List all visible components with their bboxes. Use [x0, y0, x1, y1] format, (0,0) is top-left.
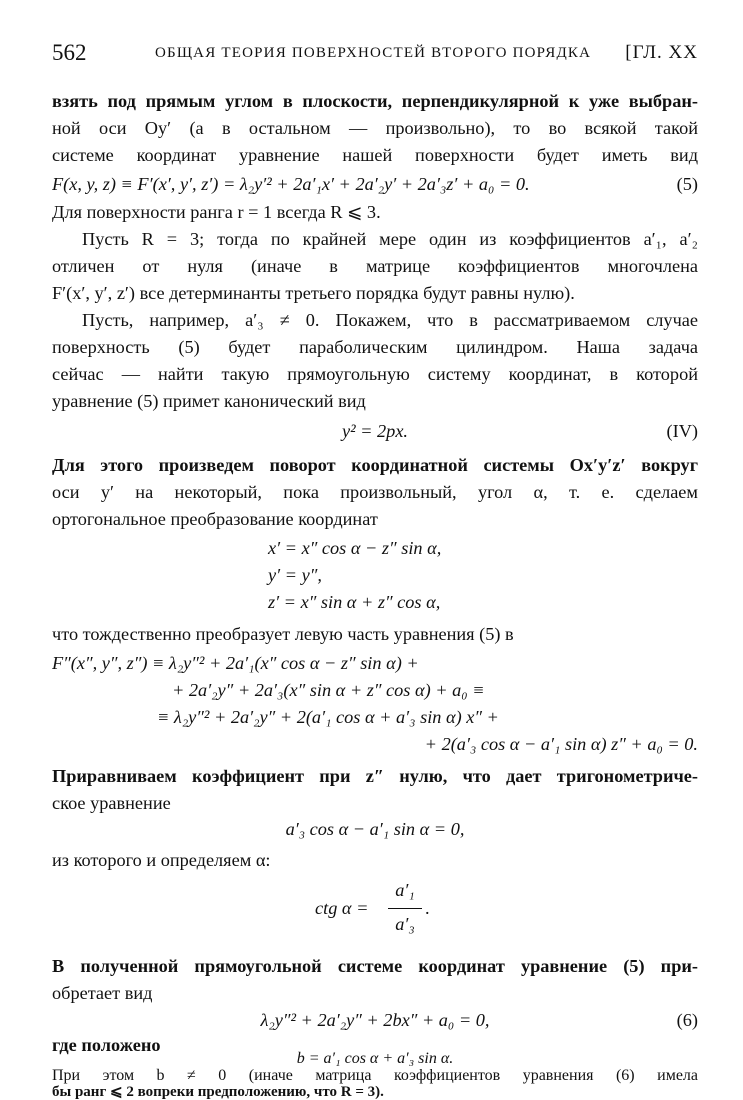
equation-body: y² = 2px. [341, 421, 409, 441]
text-line: Для поверхности ранга r = 1 всегда R ⩽ 3. [52, 202, 381, 222]
equation-number: (IV) [666, 421, 698, 441]
text-line: При этом b ≠ 0 (иначе матрица коэффициентов уравнения (6) имела [52, 1068, 698, 1084]
equation-IV [52, 418, 698, 445]
expansion-line: + 2(a′₃ cos α − a′₁ sin α) z″ + a₀ = 0. [424, 734, 698, 754]
ctg-numerator: a′₁ [395, 880, 415, 900]
equation-body: λ₂y″² + 2a′₂y″ + 2bx″ + a₀ = 0, [260, 1010, 490, 1030]
text-line: Приравниваем коэффициент при z″ нулю, что дает тригонометриче- [52, 766, 698, 786]
text-line: бы ранг ⩽ 2 вопреки предположению, что R = 3). [52, 1084, 384, 1100]
text-line: что тождественно преобразует левую часть уравнения (5) в [52, 624, 514, 644]
chapter-label: [ГЛ. XX [625, 42, 698, 63]
ctg-period: . [425, 898, 430, 918]
transform-line: x′ = x″ cos α − z″ sin α, [268, 538, 442, 558]
page-header [52, 40, 698, 72]
text-line: Пусть R = 3; тогда по крайней мере один из коэффициентов a′₁, a′₂ [82, 229, 698, 249]
expansion-line: ≡ λ₂y″² + 2a′₂y″ + 2(a′₁ cos α + a′₃ sin α) x″ + [157, 707, 499, 727]
ctg-lhs: ctg α = [315, 898, 369, 918]
text-line: отличен от нуля (иначе в матрице коэффициентов многочлена [52, 256, 698, 276]
page-number: 562 [52, 40, 87, 65]
text-line: Для этого произведем поворот координатной системы Ox′y′z′ вокруг [52, 455, 698, 475]
transform-line: y′ = y″, [268, 565, 322, 585]
text-line: обретает вид [52, 983, 153, 1003]
text-line: из которого и определяем α: [52, 850, 271, 870]
equation-body: F(x, y, z) ≡ F′(x′, y′, z′) = λ₂y′² + 2a′₁x′ + 2a′₂y′ + 2a′₃z′ + a₀ = 0. [52, 174, 530, 194]
text-line: уравнение (5) примет канонический вид [52, 391, 366, 411]
transform-line: z′ = x″ sin α + z″ cos α, [268, 592, 441, 612]
text-line: ское уравнение [52, 793, 171, 813]
expansion-line: + 2a′₂y″ + 2a′₃(x″ sin α + z″ cos α) + a₀ ≡ [172, 680, 485, 700]
ctg-denominator: a′₃ [395, 914, 415, 934]
text-line: Пусть, например, a′₃ ≠ 0. Покажем, что в рассматриваемом случае [82, 310, 698, 330]
text-line: системе координат уравнение нашей поверхности будет иметь вид [52, 145, 698, 165]
text-line: оси y′ на некоторый, пока произвольный, угол α, т. е. сделаем [52, 482, 698, 502]
fraction-bar [388, 908, 422, 909]
trig-equation: a′₃ cos α − a′₁ sin α = 0, [285, 819, 465, 839]
equation-6 [52, 1007, 698, 1034]
text-line: взять под прямым углом в плоскости, перпендикулярной к уже выбран- [52, 91, 698, 111]
text-line: где положено [52, 1035, 161, 1055]
equation-number: (5) [676, 174, 698, 194]
text-line: ной оси Oy′ (а в остальном — произвольно), то во всякой такой [52, 118, 698, 138]
b-definition: b = a′₁ cos α + a′₃ sin α. [296, 1050, 454, 1067]
equation-number: (6) [676, 1010, 698, 1030]
text-line: F′(x′, y′, z′) все детерминанты третьего порядка будут равны нулю). [52, 283, 575, 303]
running-title: ОБЩАЯ ТЕОРИЯ ПОВЕРХНОСТЕЙ ВТОРОГО ПОРЯДКА [155, 45, 592, 61]
text-line: ортогональное преобразование координат [52, 509, 378, 529]
text-line: сейчас — найти такую прямоугольную систему координат, в которой [52, 364, 698, 384]
text-line: В полученной прямоугольной системе координат уравнение (5) при- [52, 956, 698, 976]
expansion-line: F″(x″, y″, z″) ≡ λ₂y″² + 2a′₁(x″ cos α − z″ sin α) + [52, 653, 419, 673]
text-line: поверхность (5) будет параболическим цилиндром. Наша задача [52, 337, 698, 357]
equation-5 [52, 171, 698, 198]
ctg-formula [52, 880, 698, 944]
